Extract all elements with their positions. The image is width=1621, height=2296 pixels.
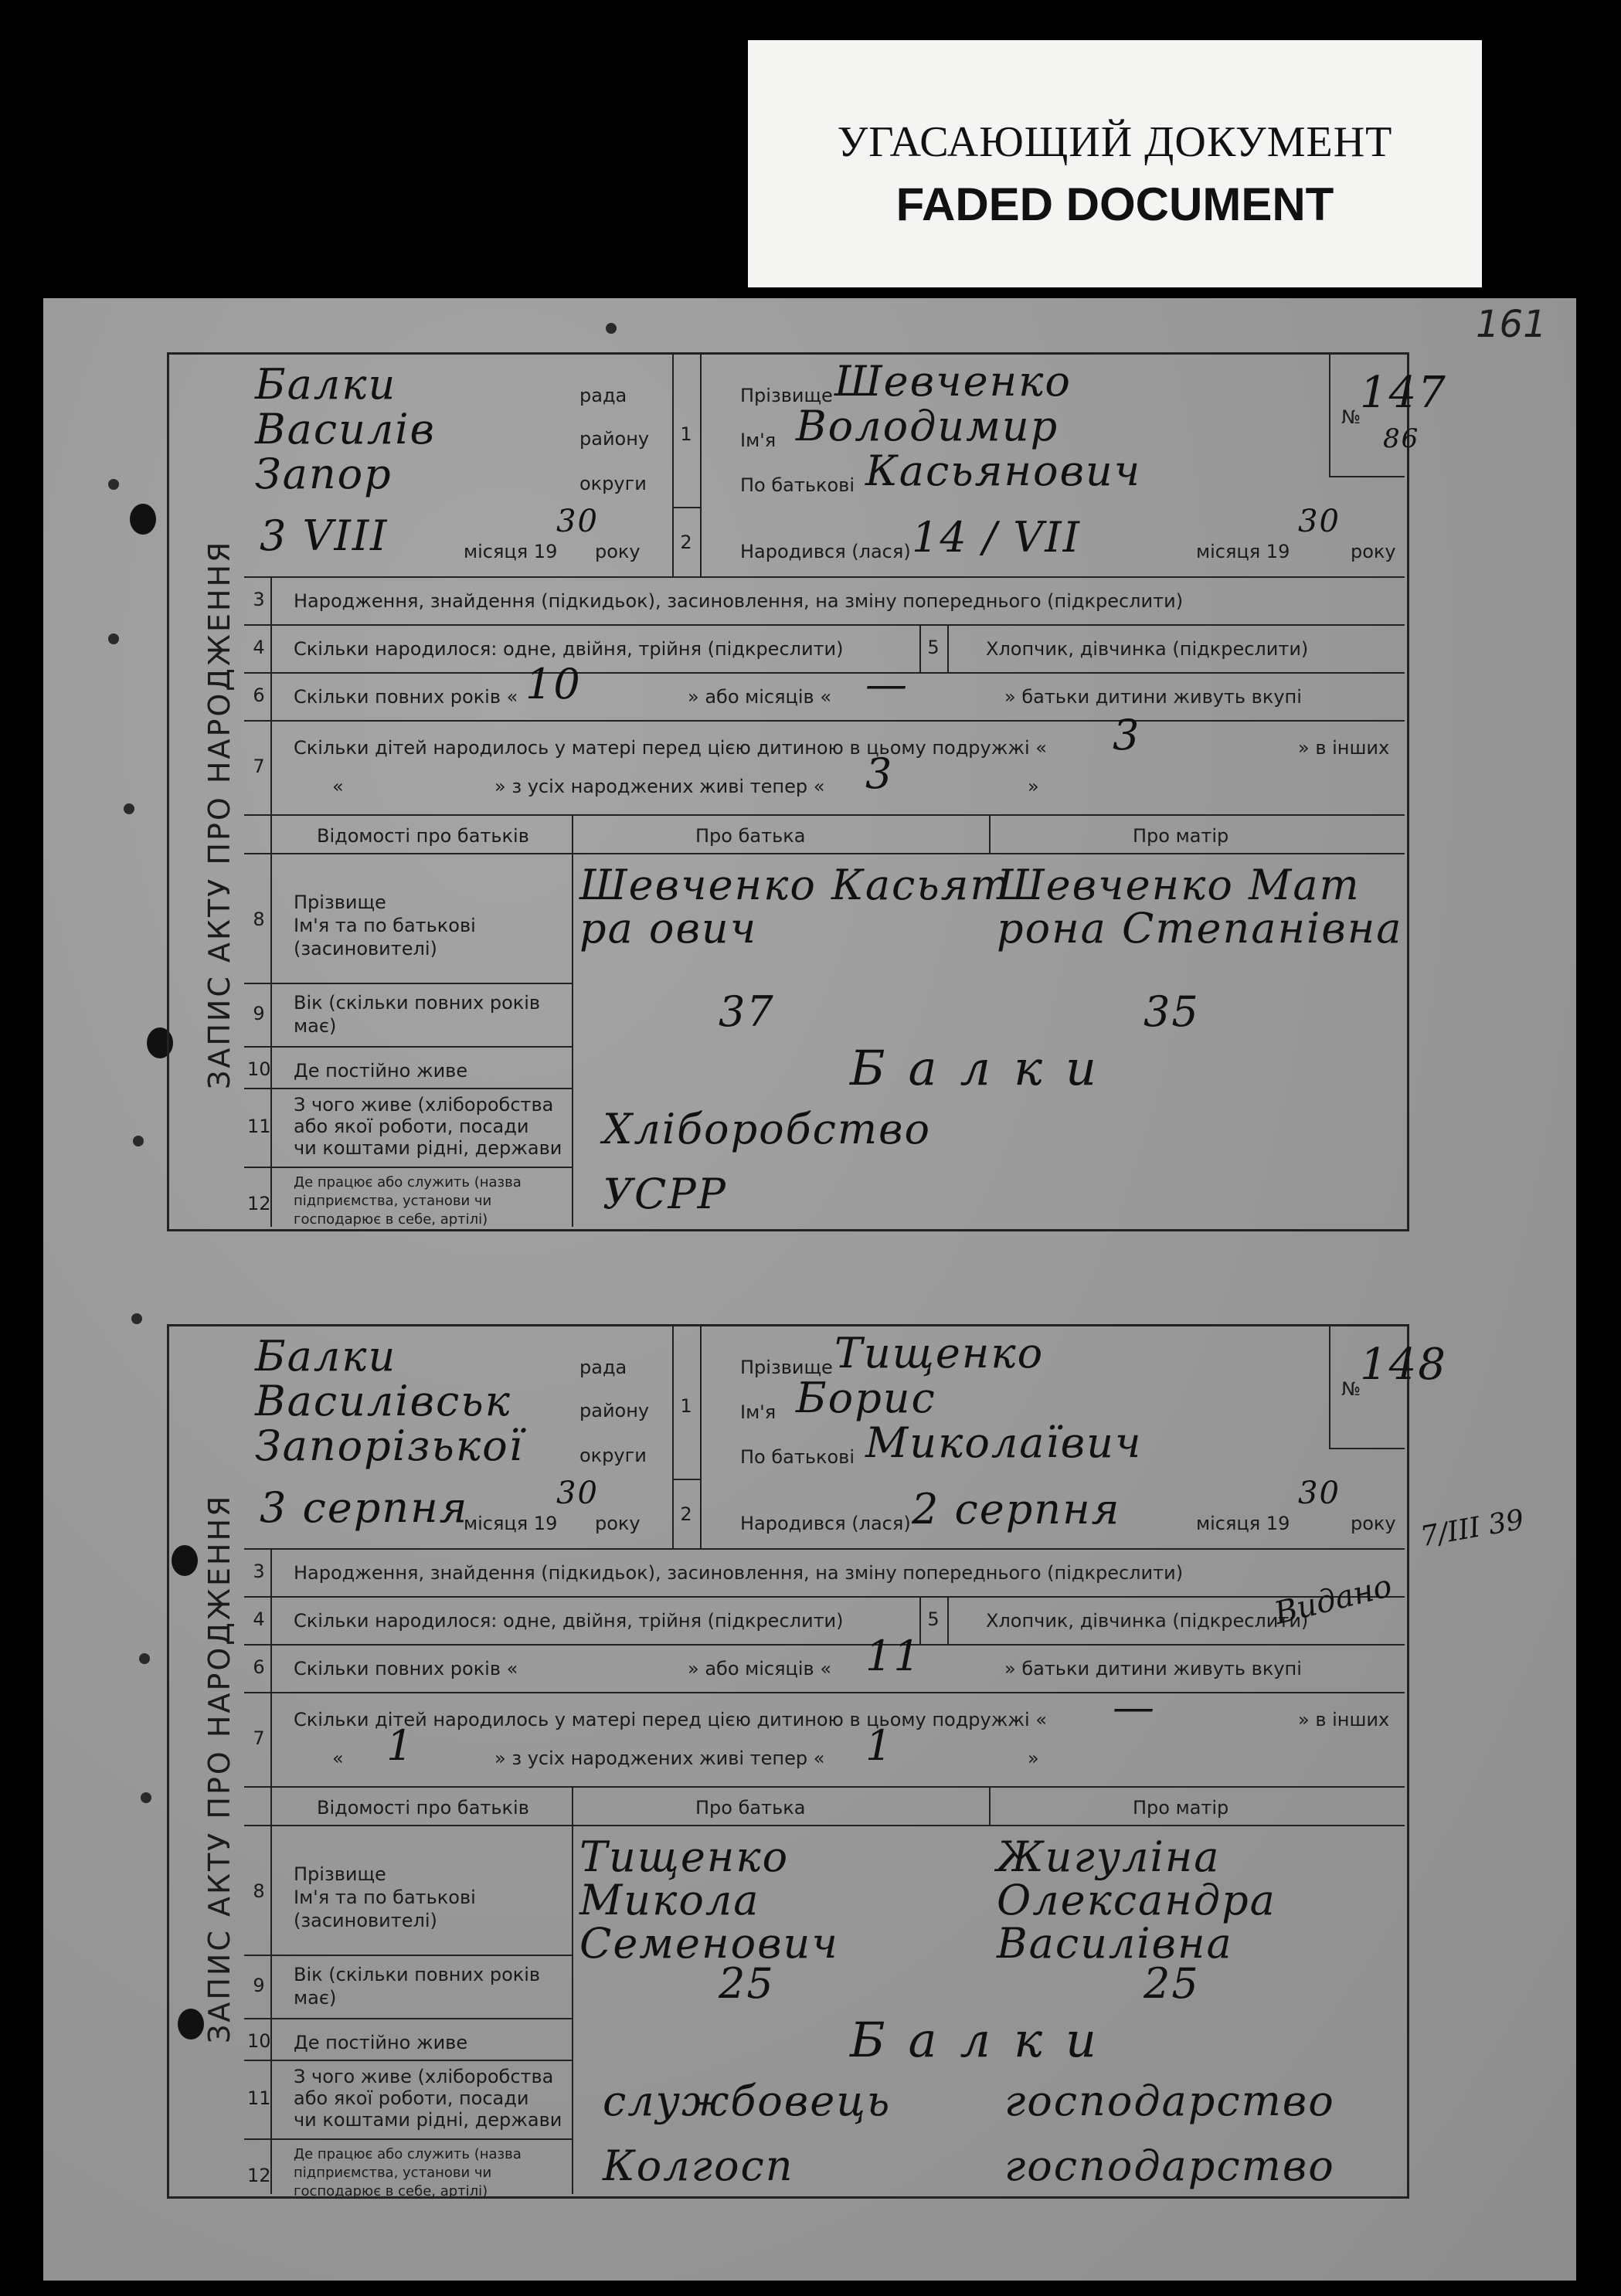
label-row-5: Хлопчик, дівчинка (підкреслити) [986, 1610, 1309, 1632]
label-okruga: округи [579, 1445, 647, 1466]
margin-note-issued: Видано [1270, 1567, 1396, 1632]
label-row-11-work: або якої роботи, посади [294, 2087, 529, 2109]
label-row-9-has: має) [294, 1987, 337, 2009]
handwritten-father-patronymic: Семенович [579, 1919, 839, 1968]
handwritten-years-together: 10 [525, 660, 582, 708]
label-about-mother: Про матір [1133, 1797, 1229, 1819]
label-parents-info: Відомості про батьків [317, 825, 529, 847]
row-number: 9 [253, 1975, 265, 1996]
handwritten-rayon: Василів [255, 405, 436, 453]
binding-dot [139, 1653, 150, 1664]
label-row-7-others: » в інших [1298, 1709, 1390, 1730]
handwritten-mother-name: рона Степанівна [997, 904, 1403, 953]
row-number: 3 [253, 1561, 265, 1582]
row-number: 4 [253, 1608, 265, 1630]
label-row-4: Скільки народилося: одне, двійня, трійня (підкреслити) [294, 1610, 844, 1632]
handwritten-birth-day: 14 / VII [912, 513, 1081, 562]
handwritten-mother-surname: Шевченко Мат [997, 861, 1361, 909]
label-row-8-adoptive: (засиновителі) [294, 938, 437, 959]
binding-dot [108, 479, 119, 490]
form-rule [1329, 352, 1330, 476]
handwritten-registration-year: 30 [556, 504, 599, 539]
form-rule [672, 1479, 700, 1480]
label-row-3: Народження, знайдення (підкидьок), засиновлення, на зміну попереднього (підкреслити) [294, 590, 1184, 612]
label-row-12-household: господарює в себе, артілі) [294, 1211, 488, 1228]
row-number: 8 [253, 1880, 265, 1902]
label-row-7: Скільки дітей народилось у матері перед цією дитиною в цьому подружжі « [294, 737, 1047, 759]
label-year: року [1351, 541, 1396, 562]
row-number: 7 [253, 756, 265, 777]
punch-hole [130, 504, 156, 535]
label-row-10: Де постійно живе [294, 1060, 468, 1082]
handwritten-residence: Балки [850, 2012, 1120, 2068]
label-about-father: Про батька [695, 825, 806, 847]
form-rule [244, 1088, 572, 1089]
handwritten-occupation-mother: господарство [1004, 2077, 1335, 2125]
handwritten-okruga: Запорізької [255, 1421, 524, 1470]
handwritten-registration-day: 3 серпня [260, 1483, 469, 1532]
row-number: 8 [253, 909, 265, 930]
label-month-year: місяця 19 [464, 1513, 558, 1534]
row-number: 1 [680, 423, 692, 445]
handwritten-father-age: 25 [719, 1959, 775, 2008]
label-row-7: Скільки дітей народилось у матері перед цією дитиною в цьому подружжі « [294, 1709, 1047, 1730]
form-rule [244, 576, 1405, 578]
handwritten-surname: Тищенко [834, 1329, 1045, 1377]
label-row-7-alive: » з усіх народжених живі тепер « [494, 776, 825, 797]
form-rule [672, 1324, 674, 1548]
label-number-sign: № [1341, 1378, 1361, 1400]
form-rule [244, 814, 1405, 816]
record-number: 148 [1360, 1340, 1447, 1390]
form-rule [244, 624, 1405, 626]
label-month-year: місяця 19 [1196, 541, 1290, 562]
label-row-6-months: » або місяців « [688, 1658, 831, 1680]
label-patronymic: По батькові [740, 474, 855, 496]
row-number: 6 [253, 1656, 265, 1678]
label-row-6: Скільки повних років « [294, 686, 518, 708]
form-rule [1329, 476, 1405, 477]
label-year: року [1351, 1513, 1396, 1534]
handwritten-father-name: ра ович [579, 904, 758, 953]
binding-dot [141, 1792, 151, 1803]
row-number: 9 [253, 1003, 265, 1024]
handwritten-name: Володимир [796, 402, 1059, 450]
label-row-8-surname: Прізвище [294, 892, 386, 913]
handwritten-father-surname: Тищенко [579, 1832, 790, 1881]
handwritten-patronymic: Миколаївич [865, 1418, 1143, 1467]
form-rule [244, 1692, 1405, 1693]
label-row-12-org: підприємства, установи чи [294, 1193, 492, 1209]
label-row-12-household: господарює в себе, артілі) [294, 2183, 488, 2199]
form-rule [672, 352, 674, 576]
handwritten-rayon: Василівськ [255, 1377, 511, 1425]
label-row-7-quote: « [332, 1747, 344, 1769]
label-row-11-work: або якої роботи, посади [294, 1116, 529, 1137]
form-rule [572, 814, 573, 1227]
label-row-11-state: чи коштами рідні, держави [294, 1137, 562, 1159]
label-rayon: району [579, 428, 650, 450]
label-born: Народився (лася) [740, 541, 911, 562]
form-rule [700, 352, 702, 576]
form-rule [244, 983, 572, 984]
label-row-12-org: підприємства, установи чи [294, 2165, 492, 2181]
handwritten-work-mother: господарство [1004, 2141, 1335, 2190]
handwritten-rada: Балки [255, 1332, 397, 1381]
row-number: 5 [927, 1608, 940, 1630]
handwritten-children-alive: 3 [865, 749, 894, 798]
row-number: 11 [247, 1116, 271, 1137]
handwritten-months-together: — [865, 660, 909, 708]
form-rule [919, 624, 921, 672]
label-month-year: місяця 19 [1196, 1513, 1290, 1534]
handwritten-father-age: 37 [719, 987, 775, 1036]
handwritten-mother-age: 25 [1144, 1959, 1200, 2008]
handwritten-children-others: 1 [386, 1721, 415, 1770]
binding-dot [133, 1136, 144, 1146]
label-row-11: З чого живе (хліборобства [294, 1094, 554, 1116]
row-number: 12 [247, 2165, 271, 2186]
page-number: 161 [1476, 303, 1547, 346]
handwritten-mother-patronymic: Василівна [997, 1919, 1233, 1968]
handwritten-birth-year: 30 [1298, 1476, 1341, 1511]
label-row-7-close: » [1028, 1747, 1039, 1769]
label-row-11-state: чи коштами рідні, держави [294, 2109, 562, 2131]
label-english: FADED DOCUMENT [895, 178, 1334, 230]
label-row-6-together: » батьки дитини живуть вкупі [1004, 1658, 1302, 1680]
label-row-7-alive: » з усіх народжених живі тепер « [494, 1747, 825, 1769]
label-row-12: Де працює або служить (назва [294, 1174, 522, 1190]
handwritten-children-before: — [1113, 1683, 1156, 1731]
form-rule [244, 1786, 1405, 1788]
label-row-7-quote: « [332, 776, 344, 797]
form-rule [244, 853, 1405, 854]
label-row-8-surname: Прізвище [294, 1863, 386, 1885]
form-rule [672, 507, 700, 508]
label-okruga: округи [579, 473, 647, 494]
handwritten-birth-year: 30 [1298, 504, 1341, 539]
form-rule [989, 1786, 991, 1825]
handwritten-birth-day: 2 серпня [912, 1485, 1121, 1533]
binding-dot [606, 323, 617, 334]
label-born: Народився (лася) [740, 1513, 911, 1534]
handwritten-mother-name: Олександра [997, 1876, 1276, 1924]
row-number: 1 [680, 1395, 692, 1417]
row-number: 7 [253, 1727, 265, 1749]
label-row-9: Вік (скільки повних років [294, 1964, 541, 1985]
label-surname: Прізвище [740, 385, 833, 406]
label-patronymic: По батькові [740, 1446, 855, 1468]
form-rule [989, 814, 991, 853]
label-rada: рада [579, 1357, 627, 1378]
label-row-5: Хлопчик, дівчинка (підкреслити) [986, 638, 1309, 660]
label-row-7-close: » [1028, 776, 1039, 797]
label-row-8-name: Ім'я та по батькові [294, 1887, 476, 1908]
faded-document-label [748, 40, 1482, 287]
label-month-year: місяця 19 [464, 541, 558, 562]
binding-dot [124, 803, 134, 814]
label-row-6-months: » або місяців « [688, 686, 831, 708]
form-rule [700, 1324, 702, 1548]
row-number: 3 [253, 589, 265, 610]
form-rule [244, 1955, 572, 1956]
row-number: 10 [247, 1058, 271, 1080]
label-row-11: З чого живе (хліборобства [294, 2066, 554, 2087]
label-russian: УГАСАЮЩИЙ ДОКУМЕНТ [837, 118, 1393, 166]
label-row-9-has: має) [294, 1015, 337, 1037]
form-rule [244, 1548, 1405, 1550]
label-row-9: Вік (скільки повних років [294, 992, 541, 1014]
form-rule [244, 1596, 1405, 1598]
label-row-6: Скільки повних років « [294, 1658, 518, 1680]
handwritten-months-together: 11 [865, 1632, 922, 1680]
form-rule [244, 672, 1405, 674]
label-row-3: Народження, знайдення (підкидьок), засиновлення, на зміну попереднього (підкреслити) [294, 1562, 1184, 1584]
handwritten-surname: Шевченко [834, 357, 1072, 406]
record-number: 147 [1360, 368, 1447, 418]
label-year: року [595, 1513, 641, 1534]
handwritten-patronymic: Касьянович [865, 447, 1142, 495]
label-row-6-together: » батьки дитини живуть вкупі [1004, 686, 1302, 708]
handwritten-residence: Балки [850, 1040, 1120, 1096]
label-row-12: Де працює або служить (назва [294, 2146, 522, 2162]
row-number: 10 [247, 2030, 271, 2052]
handwritten-okruga: Запор [255, 450, 393, 498]
row-number: 12 [247, 1193, 271, 1214]
handwritten-work-father: УСРР [603, 1170, 728, 1218]
form-rule [244, 1644, 1405, 1646]
label-rayon: району [579, 1400, 650, 1421]
row-number: 6 [253, 684, 265, 706]
label-row-4: Скільки народилося: одне, двійня, трійня (підкреслити) [294, 638, 844, 660]
form-rule [244, 2018, 572, 2019]
label-row-7-others: » в інших [1298, 737, 1390, 759]
row-number: 4 [253, 637, 265, 658]
label-rada: рада [579, 385, 627, 406]
record-number-secondary: 86 [1383, 423, 1420, 454]
form-rule [572, 1786, 573, 2194]
side-title: ЗАПИС АКТУ ПРО НАРОДЖЕННЯ [202, 539, 236, 1089]
binding-dot [131, 1313, 142, 1324]
form-rule [1329, 1448, 1405, 1449]
label-parents-info: Відомості про батьків [317, 1797, 529, 1819]
handwritten-rada: Балки [255, 360, 397, 409]
form-rule [244, 2138, 572, 2140]
label-about-father: Про батька [695, 1797, 806, 1819]
label-row-8-adoptive: (засиновителі) [294, 1910, 437, 1931]
form-rule [1329, 1324, 1330, 1448]
label-row-8-name: Ім'я та по батькові [294, 915, 476, 936]
label-name: Ім'я [740, 430, 777, 451]
form-rule [947, 1596, 949, 1644]
form-rule [244, 1825, 1405, 1826]
handwritten-mother-surname: Жигуліна [997, 1832, 1221, 1881]
label-name: Ім'я [740, 1401, 777, 1423]
label-about-mother: Про матір [1133, 825, 1229, 847]
form-rule [244, 720, 1405, 722]
form-rule [244, 2060, 572, 2061]
label-row-10: Де постійно живе [294, 2032, 468, 2053]
handwritten-father-surname: Шевченко Касьят [579, 861, 1011, 909]
handwritten-occupation-father: службовець [603, 2077, 892, 2125]
row-number: 2 [680, 1503, 692, 1525]
binding-dot [108, 633, 119, 644]
handwritten-work-father: Колгосп [603, 2141, 794, 2190]
handwritten-children-alive: 1 [865, 1721, 894, 1770]
handwritten-registration-year: 30 [556, 1476, 599, 1511]
handwritten-occupation-father: Хліборобство [603, 1105, 931, 1153]
form-rule [244, 1046, 572, 1048]
row-number: 11 [247, 2087, 271, 2109]
handwritten-children-before: 3 [1113, 711, 1141, 759]
label-number-sign: № [1341, 406, 1361, 428]
handwritten-registration-day: 3 VIII [260, 511, 389, 560]
handwritten-mother-age: 35 [1144, 987, 1200, 1036]
handwritten-father-name: Микола [579, 1876, 760, 1924]
form-rule [947, 624, 949, 672]
row-number: 2 [680, 532, 692, 553]
form-rule [244, 1167, 572, 1168]
row-number: 5 [927, 637, 940, 658]
label-surname: Прізвище [740, 1357, 833, 1378]
handwritten-name: Борис [796, 1374, 936, 1422]
side-title: ЗАПИС АКТУ ПРО НАРОДЖЕННЯ [202, 1493, 236, 2043]
margin-note-date: 7/III 39 [1418, 1503, 1527, 1554]
label-year: року [595, 541, 641, 562]
